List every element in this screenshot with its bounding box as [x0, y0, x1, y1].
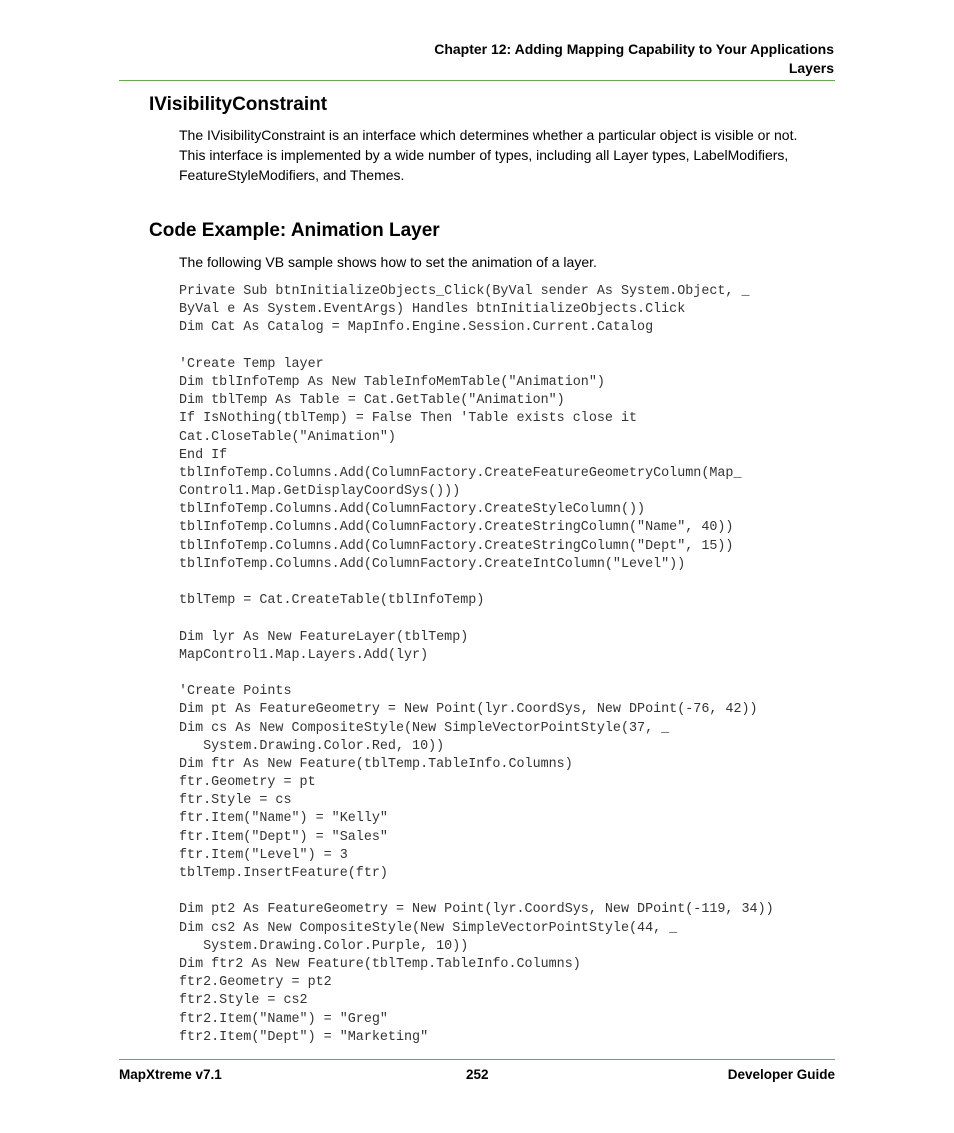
- code-line: Cat.CloseTable("Animation"): [179, 429, 396, 445]
- footer-page-number: 252: [466, 1067, 489, 1082]
- code-line: Control1.Map.GetDisplayCoordSys())): [179, 484, 461, 500]
- code-line: Dim cs2 As New CompositeStyle(New SimpleVectorPointStyle(44, _: [179, 920, 678, 936]
- code-line: tblInfoTemp.Columns.Add(ColumnFactory.CreateIntColumn("Level")): [179, 556, 686, 572]
- running-header: [434, 40, 834, 78]
- code-line: ftr2.Item("Name") = "Greg": [179, 1011, 388, 1027]
- footer-product: MapXtreme v7.1: [119, 1067, 222, 1082]
- code-line: ftr.Item("Name") = "Kelly": [179, 811, 388, 827]
- code-line: Dim pt As FeatureGeometry = New Point(lyr.CoordSys, New DPoint(-76, 42)): [179, 702, 758, 718]
- code-line: Dim ftr2 As New Feature(tblTemp.TableInfo.Columns): [179, 956, 581, 972]
- section-paragraph: [179, 125, 839, 185]
- section-heading-code-example: Code Example: Animation Layer: [149, 220, 440, 241]
- code-line: If IsNothing(tblTemp) = False Then 'Table exists close it: [179, 411, 638, 427]
- code-line: Dim tblInfoTemp As New TableInfoMemTable("Animation"): [179, 374, 605, 390]
- code-line: Dim cs As New CompositeStyle(New SimpleVectorPointStyle(37, _: [179, 720, 670, 736]
- code-line: ftr2.Item("Dept") = "Marketing": [179, 1029, 429, 1045]
- code-line: MapControl1.Map.Layers.Add(lyr): [179, 647, 429, 663]
- code-block: [179, 283, 774, 1047]
- paragraph-line: The IVisibilityConstraint is an interface which determines whether a particular object is visible or not.: [179, 127, 798, 143]
- code-line: 'Create Points: [179, 684, 292, 700]
- code-intro: The following VB sample shows how to set the animation of a layer.: [179, 254, 597, 270]
- footer-guide-title: Developer Guide: [727, 1067, 835, 1082]
- code-line: Dim ftr As New Feature(tblTemp.TableInfo.Columns): [179, 756, 573, 772]
- header-rule: [119, 80, 835, 81]
- running-header-section: Layers: [788, 60, 834, 76]
- code-line: [179, 665, 774, 683]
- code-line: ftr2.Style = cs2: [179, 993, 308, 1009]
- code-line: [179, 574, 774, 592]
- code-line: Dim lyr As New FeatureLayer(tblTemp): [179, 629, 469, 645]
- code-line: End If: [179, 447, 228, 463]
- code-line: [179, 610, 774, 628]
- code-line: System.Drawing.Color.Red, 10)): [179, 738, 445, 754]
- code-line: tblTemp = Cat.CreateTable(tblInfoTemp): [179, 593, 485, 609]
- code-line: Dim pt2 As FeatureGeometry = New Point(lyr.CoordSys, New DPoint(-119, 34)): [179, 902, 774, 918]
- code-line: ftr2.Geometry = pt2: [179, 975, 332, 991]
- code-line: ftr.Style = cs: [179, 793, 292, 809]
- code-line: Private Sub btnInitializeObjects_Click(ByVal sender As System.Object, _: [179, 284, 750, 299]
- code-line: tblInfoTemp.Columns.Add(ColumnFactory.CreateStringColumn("Name", 40)): [179, 520, 734, 536]
- code-line: [179, 883, 774, 901]
- code-line: 'Create Temp layer: [179, 356, 324, 372]
- section-heading-ivisibilityconstraint: IVisibilityConstraint: [149, 94, 328, 115]
- code-line: tblInfoTemp.Columns.Add(ColumnFactory.CreateStringColumn("Dept", 15)): [179, 538, 734, 554]
- code-line: ftr.Item("Dept") = "Sales": [179, 829, 388, 845]
- code-line: [179, 338, 774, 356]
- running-header-chapter: Chapter 12: Adding Mapping Capability to Your Applications: [434, 41, 834, 57]
- code-line: System.Drawing.Color.Purple, 10)): [179, 938, 469, 954]
- code-line: ftr.Item("Level") = 3: [179, 847, 348, 863]
- paragraph-line: This interface is implemented by a wide number of types, including all Layer types, LabelModifiers,: [179, 147, 789, 163]
- code-line: Dim tblTemp As Table = Cat.GetTable("Animation"): [179, 393, 565, 409]
- footer-rule: [119, 1059, 835, 1060]
- code-line: ftr.Geometry = pt: [179, 775, 316, 791]
- code-line: tblInfoTemp.Columns.Add(ColumnFactory.CreateFeatureGeometryColumn(Map_: [179, 465, 742, 481]
- paragraph-line: FeatureStyleModifiers, and Themes.: [179, 167, 405, 183]
- code-line: tblInfoTemp.Columns.Add(ColumnFactory.CreateStyleColumn()): [179, 502, 646, 518]
- code-line: ByVal e As System.EventArgs) Handles btnInitializeObjects.Click: [179, 302, 686, 318]
- code-line: Dim Cat As Catalog = MapInfo.Engine.Session.Current.Catalog: [179, 320, 654, 336]
- code-line: tblTemp.InsertFeature(ftr): [179, 866, 388, 881]
